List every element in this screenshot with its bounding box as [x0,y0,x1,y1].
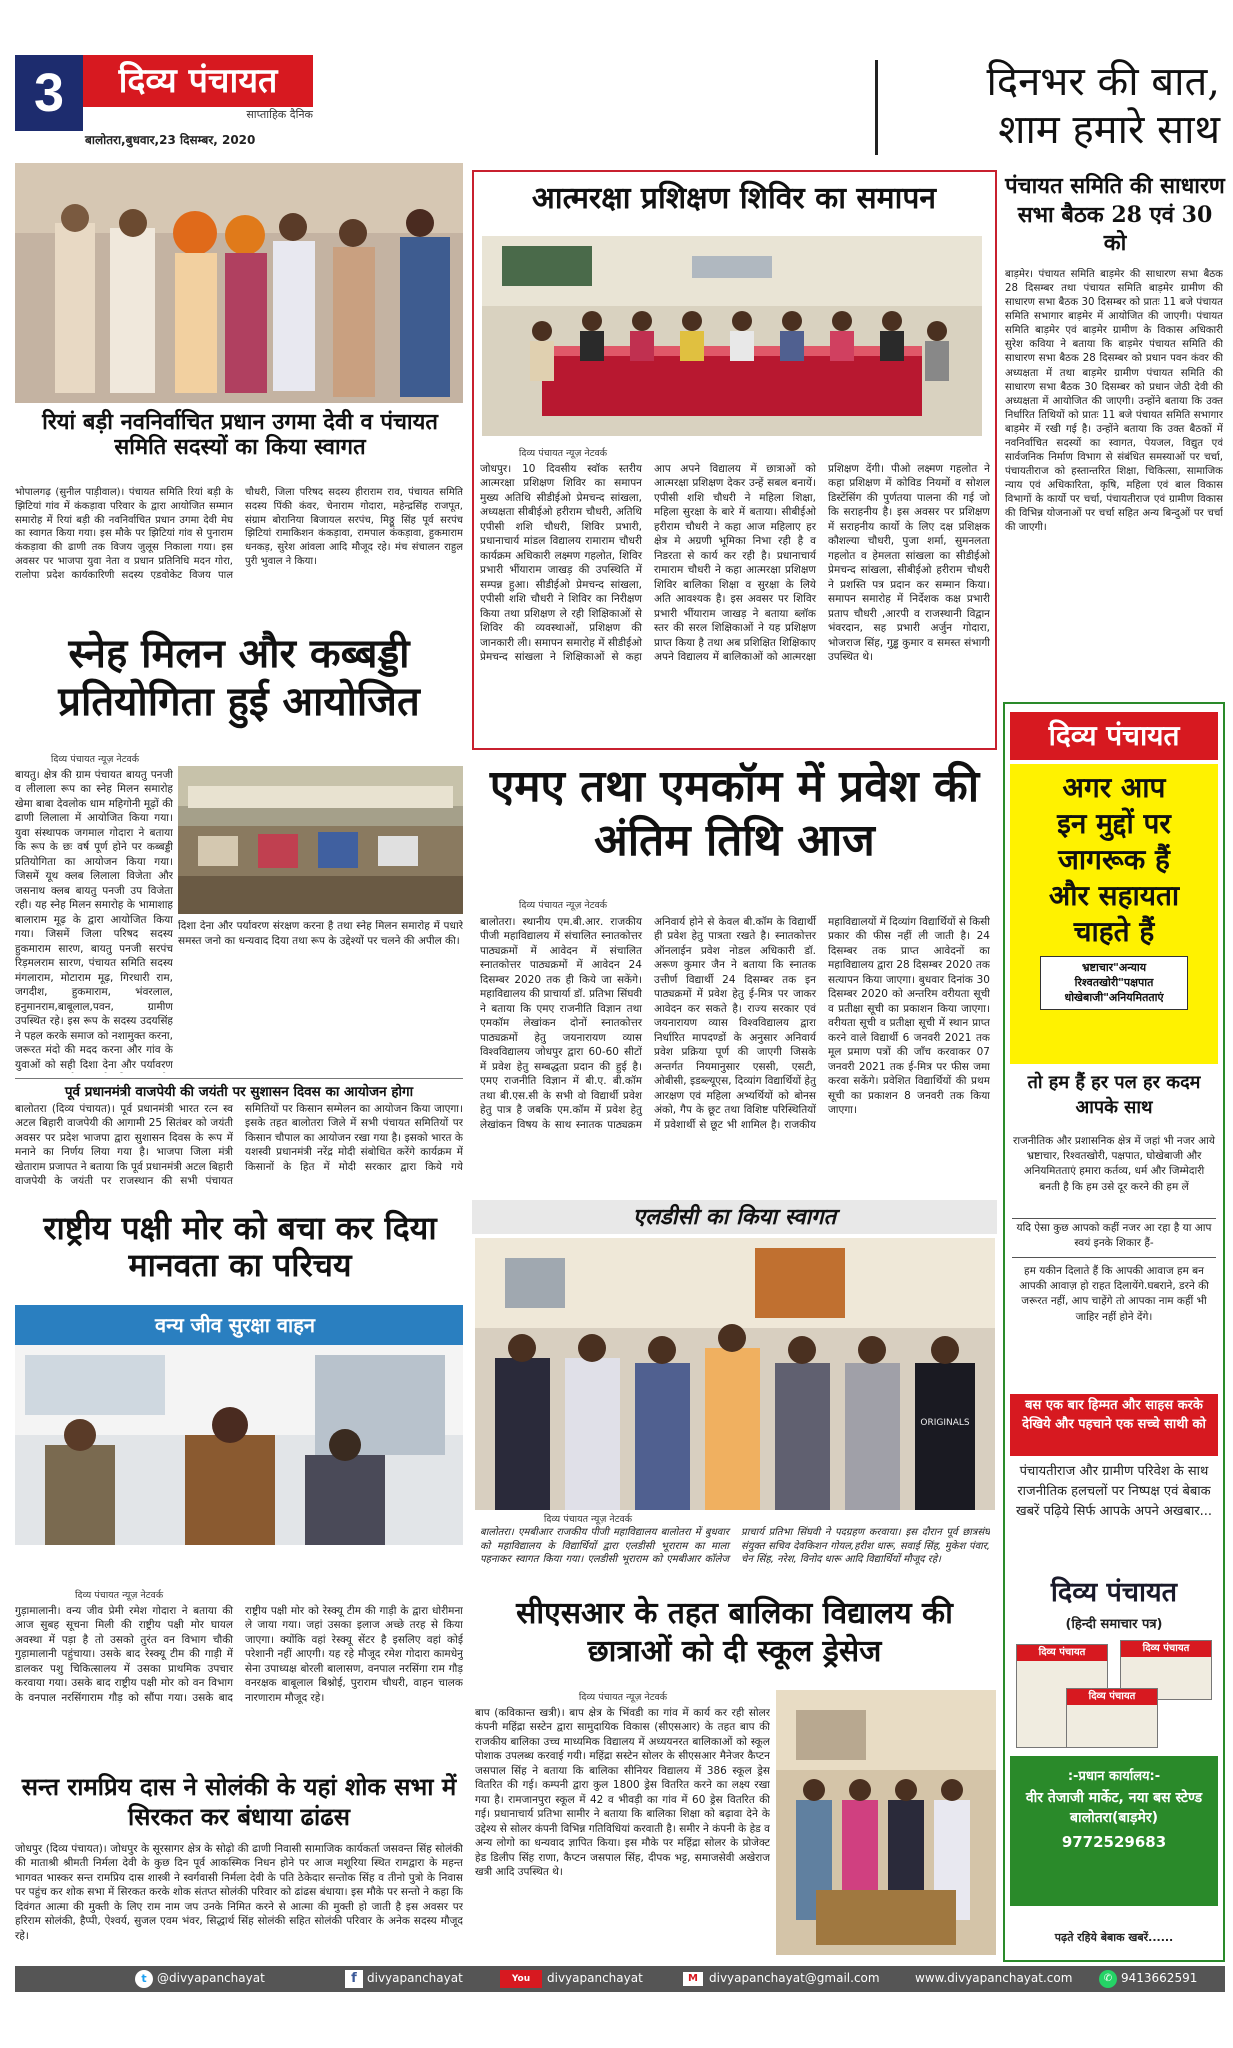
kabaddi-body-cont: दिशा देना और पर्यावरण संरक्षण करना है तथा स्नेह मिलन समारोह में पधारे समस्त जनो का धन्यवाद दिया तथा रूप के उद्देश्यों पर चलने की अपील की। [178,920,463,947]
kabaddi-body-left [15,768,173,1073]
ldc-caption: बालोतरा। एमबीआर राजकीय पीजी महाविद्यालय बालोतरा में बुधवार को महाविद्यालय के विद्यार्थियों द्वारा एलडीसी भूराराम का माला पहनाकर स्वागत किया गया। एलडीसी भूराराम को एमबीआर कॉलेज प्राचार्य प्रतिभा सिंघवी ने पदग्रहण करवाया। इस दौरान पूर्व छात्रसंघ संयुक्त सचिव देवकिशन गोयल,हरीश धारू, सवाई सिंह, मुकेश पंवार, चेन सिंह, नरेश, विनोद धारू आदि विद्यार्थियों मौजूद रहे। [480,1527,990,1565]
condolence-body: जोधपुर (दिव्य पंचायत)। जोधपुर के सूरसागर क्षेत्र के सोढ़ो की ढाणी निवासी सामाजिक कार्यकर्ता जसवन्त सिंह सोलंकी की माताश्री श्रीमती निर्मला देवी के कुछ दिन पूर्व आकस्मिक निधन होने पर आज मशूरिया स्थित रामद्वारा के महन्त भागवत भास्कर सन्त रामप्रिय दास शास्त्री ने स्वर्गवासी निर्मला देवी के पति ठेकेदार सन्तोक सिंह व तीनो पुत्रो के निवास पर पहुंच कर शोक सभा में सिरकत करके शोक संतप्त सोलंकी परिवार को ढांढस बंधाया। इस मौके पर सन्तो ने कहा कि दिवंगत आत्मा की मुक्ती के लिए राम नाम जप उनके निमित करने से आत्मा की मुक्ती हो जाती है इस अवसर पर हरिराम सोलंकी, हैप्पी, ऐश्वर्य, सुजल एवम भंवर, सिद्धार्थ सिंह सोलंकी सहित सोलंकी परिवार के अनेक सदस्य मौजूद रहे। [15,1843,463,1942]
ad-line-5: चाहते हैं [1073,915,1155,948]
welcome-photo [15,163,463,403]
training-headline: आत्मरक्षा प्रशिक्षण शिविर का समापन [531,181,937,216]
paper-tagline: साप्ताहिक दैनिक [246,108,313,121]
ad-line-3: जागरूक हैं [1058,843,1170,876]
website-url[interactable]: www.divyapanchayat.com [915,1971,1073,1985]
youtube-handle[interactable]: divyapanchayat [547,1971,643,1985]
peacock-photo-image [15,1305,463,1545]
ad-brand-2: दिव्य पंचायत [1050,1577,1178,1608]
ad-line-2: इन मुद्दों पर [1057,807,1171,840]
admission-body: बालोतरा। स्थानीय एम.बी.आर. राजकीय पीजी महाविद्यालय में संचालित स्नातकोत्तर पाठ्यक्रमों में आवेदन में संचालित स्नातकोत्तर पाठ्यक्रमों में आवेदन 24 दिसम्बर 2020 तक ही किये जा सकेंगे। महाविद्यालय की प्राचार्या डॉ. प्रतिभा सिंघवी ने बताया कि एमए राजनीति विज्ञान तथा एमकॉम लेखांकन दोनों स्नातकोत्तर पाठ्यक्रमों हेतु जयनारायण व्यास विश्वविद्यालय जोधपुर द्वारा 60-60 सीटों में प्रवेश हेतु सम्बद्धता प्रदान की हुई है। एमए राजनीति विज्ञान में बी.ए. बी.कॉम तथा बी.एस.सी के सभी वो विद्यार्थी प्रवेश हेतु पात्र है जबकि एम.कॉम में प्रवेश हेतु लेखांकन विषय के साथ स्नातक पाठ्यक्रम अनिवार्य होने से केवल बी.कॉम के विद्यार्थी ही प्रवेश हेतु पात्रता रखते है। स्नातकोत्तर ऑनलाईन प्रवेश नोडल अधिकारी डॉ. अरूण कुमार जैन ने बताया कि स्नातक उत्तीर्ण विद्यार्थी 24 दिसम्बर तक इन पाठ्यक्रमों में प्रवेश हेतु ई-मित्र पर जाकर आवेदन कर सकते है। राज्य सरकार एवं जयनारायण व्यास विश्वविद्यालय द्वारा निर्धारित मापदण्डों के अनुसार अनिवार्य प्रवेश प्रक्रिया पूर्ण की जाएगी जिसके अन्तर्गत नियमानुसार एससी, एसटी, ओबीसी, इडब्ल्यूएस, दिव्यांग विद्यार्थियों हेतु आरक्षण एवं महिला अभ्यर्थियों को बोनस अंको, गैप के छूट तथा विशिष्ट परिस्थितियों में प्रवेशार्थी से छूट भी शामिल है। राजकीय महाविद्यालयों में दिव्यांग विद्यार्थियों से किसी प्रकार की फीस नहीं ली जाती है। 24 दिसम्बर तक प्राप्त आवेदनों का महाविद्यालय द्वारा 28 दिसम्बर 2020 तक सत्यापन किया जाएगा। बुधवार दिनांक 30 दिसम्बर 2020 को अन्तरिम वरीयता सूची व प्रतीक्षा सूची का प्रकाशन किया जाएगा। वरीयता सूची व प्रतीक्षा सूची में स्थान प्राप्त करने वाले विद्यार्थी 6 जनवरी 2021 तक मूल प्रमाण पत्रों की जाँच करवाकर 07 जनवरी 2021 तक ई-मित्र पर फीस जमा करवा सकेंगे। प्रवेशित विद्यार्थियों की प्रथम सूची का प्रकाशन 8 जनवरी तक किया जाएगा। [480,916,990,1131]
thumb-1-title: दिव्य पंचायत [1017,1645,1107,1661]
ad-line-4: और सहायता [1048,879,1180,912]
welcome-photo-image [15,163,463,403]
page-number: 3 [15,55,83,131]
ad-text-3: हम यकीन दिलाते हैं कि आपकी आवाज हम बन आपकी आवाज़ हो राहत दिलायेंगे.घबराने, डरने की जरूरत नहीं, आप चाहेंगे तो आपका नाम कहीं भी जाहिर नहीं होने देंगे। [1019,1265,1209,1323]
training-photo-image [482,236,982,436]
training-photo [482,236,982,436]
ad-office [1010,1756,1218,1906]
ad-line-1: अगर आप [1062,771,1166,804]
kabaddi-byline: दिव्य पंचायत न्यूज़ नेटवर्क [50,754,140,765]
kabaddi-body-right [178,920,463,1070]
ad-text-2: यदि ऐसा कुछ आपको कहीं नजर आ रहा है या आप स्वयं इनके शिकार हैं- [1012,1218,1216,1258]
admission-byline: दिव्य पंचायत न्यूज़ नेटवर्क [518,900,608,911]
kabaddi-headline: स्नेह मिलन और कब्बड्डी प्रतियोगिता हुई आयोजित [58,630,420,725]
facebook-icon: f [345,1970,363,1988]
training-byline: दिव्य पंचायत न्यूज़ नेटवर्क [518,448,608,459]
paper-name: दिव्य पंचायत [83,55,313,107]
uniform-headline: सीएसआर के तहत बालिका विद्यालय की छात्राओं को दी स्कूल ड्रेसेज [516,1596,953,1669]
office-label: :-प्रधान कार्यालय:- [1067,1769,1161,1784]
admission-headline: एमए तथा एमकॉम में प्रवेश की अंतिम तिथि आज [489,761,980,866]
vajpayee-subhead: पूर्व प्रधानमंत्री वाजपेयी की जयंती पर सुशासन दिवस का आयोजन होगा [15,1078,463,1098]
meeting-body: बाड़मेर। पंचायत समिति बाड़मेर की साधारण सभा बैठक 28 दिसम्बर तथा पंचायत समिति बाड़मेर ग्रामीण की साधारण सभा बैठक 30 दिसम्बर को प्रातः 11 बजे पंचायत समिति सभागार बाड़मेर में आयोजित की जाएगी। पंचायत समिति बाड़मेर एवं बाड़मेर ग्रामीण के विकास अधिकारी सुरेश कविया ने बताया कि बाड़मेर पंचायत समिति की साधारण सभा बैठक 28 दिसम्बर को प्रधान पवन कंवर की अध्यक्षता में तथा बाड़मेर ग्रामीण पंचायत समिति की साधारण सभा बैठक 30 दिसम्बर को प्रधान जेठी देवी की अध्यक्षता में आयोजित की जाएगी। उन्होंने बताया कि उक्त निर्धारित तिथियों को प्रातः 11 बजे पंचायत समिति सभागार बाड़मेर में रखी गई है। उन्होंने बताया कि उक्त बैठकों में नवनिर्वाचित सदस्यों का स्वागत, पेयजल, विद्युत एवं सार्वजनिक निर्माण विभाग से संबंधित समस्याओं पर चर्चा, पंचायतीराज को हस्तान्तरित शिक्षा, चिकित्सा, सामाजिक न्याय एवं अधिकारिता, कृषि, महिला एवं बाल विकास विभागों के कार्यो पर चर्चा, पंचायतीराज एवं ग्रामीण विकास की विभिन्न योजनाओं पर चर्चा सहित अन्य बिन्दुओं पर चर्चा की जाएगी। [1005,269,1223,534]
ad-paper-thumbnails [1016,1640,1212,1752]
footer-phone[interactable]: 9413662591 [1121,1971,1198,1985]
vehicle-sign: वन्य जीव सुरक्षा वाहन [155,1313,315,1337]
footer-bar [15,1966,1225,2002]
uniform-photo [776,1690,996,1955]
ad-footer: पढ़ते रहिये बेबाक खबरें...... [1054,1931,1174,1944]
uniform-body: बाप (कविकान्त खत्री)। बाप क्षेत्र के भिंवडी का गांव में कार्य कर रही सोलर कंपनी महिंद्रा सस्टेन द्वारा सामुदायिक विकास (सीएसआर) के तहत बाप की राजकीय बालिका उच्च माध्यमिक विद्यालय में अध्ययनरत बालिकाओं को स्कूल पोशाक उपलब्ध करवाई गयी। महिंद्रा सस्टेन सोलर के सीएसआर मैनेजर कैप्टन जसपाल सिंह ने बताया कि बालिका सीनियर विद्यालय में 386 स्कूल ड्रेस वितरित की गई। कम्पनी द्वारा कुल 1800 ड्रेस वितरित करने का लक्ष्य रखा गया है। रामजानपुरा स्कूल में 42 व भीवड़ी का गांव में 60 ड्रेस वितरित की गई। प्रधानाचार्य प्रतिभा सामीर ने बताया कि बालिका शिक्षा को बढ़ावा देने के उद्देश्य से सोलर कंपनी विभिन्न गतिविधियां करवाती है। समीर ने कंपनी के हेड व अन्य लोगो का धन्यवाद ज्ञापित किया। इस मौके पर महिंद्रा सोलर के प्रोजेक्ट हेड डिलीप सिंह राणा, कैप्टन जसपाल सिंह, दीपक भट्ट, समाजसेवी अखेराज खत्री आदि उपस्थित थे। [475,1707,770,1879]
meeting-headline: पंचायत समिति की साधारण सभा बैठक 28 एवं 30 को [1005,173,1225,257]
facebook-handle[interactable]: divyapanchayat [367,1971,463,1985]
office-address: वीर तेजाजी मार्केट, नया बस स्टेण्ड बालोतरा(बाड़मेर) [1025,1790,1203,1827]
peacock-body: गुड़ामालानी। वन्य जीव प्रेमी रमेश गोदारा ने बताया की आज सुबह सूचना मिली की राष्ट्रीय पक्षी मोर घायल अवस्था में पड़ा है तो उसको तुरंत वन विभाग चौकी गुड़ामालानी पहुंचाया। उसके बाद रेस्क्यू टीम की गाड़ी में डालकर पशु चिकित्सालय में उसका प्राथमिक उपचार करवाया गया। उसके बाद राष्ट्रीय पक्षी मोर को वन विभाग के वनपाल नरसिंगाराम गौड़ को सौंपा गया। उसके बाद राष्ट्रीय पक्षी मोर को रेस्क्यू टीम की गाड़ी के द्वारा धोरीमना ले जाया गया। जहां उसका इलाज अच्छे तरह से किया जाएगा। क्योंकि वहां रेस्क्यू सेंटर है इसलिए वहां कोई परेशानी नहीं आएगी। यह रहे मौजूद रमेश गोदारा कामधेनु सेना उपाध्यक्ष बोरली बालासण, वनपाल नरसिंगा राम गौड़ वनरक्षक बाबूलाल बिश्नोई, पुराराम चौधरी, वाहन चालक नारणाराम मौजूद रहे। [15,1605,463,1704]
ad-text-1: राजनीतिक और प्रशासनिक क्षेत्र में जहां भी नजर आये भ्रष्टाचार, रिश्वतखोरी, पक्षपात, घोखेबाजी और अनियमितताएं हमारा कर्तव्य, धर्म और जिम्मेदारी बनती है कि हम उसे दूर करने की हम लें [1013,1135,1215,1193]
kabaddi-photo [178,766,463,914]
twitter-icon: t [135,1970,153,1988]
peacock-photo [15,1305,463,1545]
email-address[interactable]: divyapanchayat@gmail.com [709,1971,880,1985]
slogan-line-2: शाम हमारे साथ [998,107,1220,153]
kabaddi-body: बायतु। क्षेत्र की ग्राम पंचायत बायतु पनजी व लीलाला रूप का स्नेह मिलन समारोह खेमा बाबा देवलोक धाम महिगोनी मूढ़ों की ढाणी लिलाला में आयोजित किया गया। युवा संस्थापक जगमाल गोदारा ने बताया कि रूप के छः वर्ष पूर्ण होने पर कब्बड्डी प्रतियोगिता का आयोजन किया गया। जिसमें यूथ क्लब लिलाला विजेता और जसनाथ क्लब बायतु पनजी उप विजेता रही। यह स्नेह मिलन समारोह के भामाशाह बालाराम मूढ़ के द्वारा आयोजित किया गया। जिसमें जिला परिषद सदस्य हुकमाराम सारण, बायतु पनजी सरपंच रिड़मलराम सारण, पंचायत समिति सदस्य मंगलाराम, मोटाराम मूढ़, गिरधारी राम, जगदीश, हुकमाराम, भंवरलाल, हनुमानराम,बाबूलाल,पवन, ग्रामीण उपस्थित रहे। इस रूप के सदस्य उदयसिंह ने पहल करके समाज को नशामुक्त करना, जरूरत मंदो की मदद करना और गांव के युवाओं को सही दिशा देना और पर्यावरण [15,769,173,1071]
uniform-photo-image [776,1690,996,1955]
ad-text-4: पंचायतीराज और ग्रामीण परिवेश के साथ राजनीतिक हलचलों पर निष्पक्ष एवं बेबाक खबरें पढ़िये सिर्फ आपके अपने अखबार... [1015,1464,1213,1520]
ldc-headline: एलडीसी का किया स्वागत [472,1200,997,1234]
ad-sub: (हिन्दी समाचार पत्र) [1065,1617,1163,1632]
ad-yellow-box [1010,764,1218,1064]
tshirt-text: ORIGINALS [920,1418,970,1428]
uniform-byline: दिव्य पंचायत न्यूज़ नेटवर्क [578,1692,668,1703]
ad-promise: तो हम हैं हर पल हर कदम आपके साथ [1027,1072,1201,1119]
office-phone: 9772529683 [1061,1832,1167,1851]
kabaddi-photo-image [178,766,463,914]
email-icon: M [683,1972,703,1986]
ldc-photo [475,1238,995,1510]
training-body: जोधपुर। 10 दिवसीय स्वॉक स्तरीय आत्मरक्षा प्रशिक्षण शिविर का समापन मुख्य अतिथि सीडीईओ प्रेमचन्द सांखला, अध्यक्षता सीबीईओ हरीराम चौधरी, अतिथि एपीसी शशि चौधरी, शिविर प्रभारी, प्रधानाचार्य मांडल विद्यालय रामाराम चौधरी कार्यक्रम अधिकारी लक्ष्मण गहलोत, शिविर प्रभारी भींयाराम जाखड़ की उपस्थिति में सम्पन्न हुआ। सीडीईओ प्रेमचन्द सांखला, एपीसी शशि चौधरी ने शिविर का निरीक्षण किया तथा प्रशिक्षण ले रही शिक्षिकाओं से शिविर की व्यवस्थाओं, प्रशिक्षण की जानकारी ली। समापन समारोह में सीडीईओ प्रेमचन्द सांखला ने शिक्षिकाओं से कहा आप अपने विद्यालय में छात्राओं को आत्मरक्षा प्रशिक्षण देकर उन्हें सबल बनायें। एपीसी शशि चौधरी ने महिला शिक्षा, महिला सुरक्षा के बारे में बताया। सीबीईओ हरीराम चौधरी ने कहा आज महिलाए हर क्षेत्र मे अग्रणी भूमिका निभा रही है व निडरता से कार्य कर रही है। प्रधानाचार्य रामाराम चौधरी ने कहा आत्मरक्षा प्रशिक्षण शिविर बालिका शिक्षा व सुरक्षा के लिये अति आवश्यक है। इस अवसर पर शिविर प्रभारी भींयाराम जाखड़ ने बताया ब्लॉक स्तर की सरल शिक्षिकाओं ने यह प्रशिक्षण प्राप्त किया है तथा अब प्रशिक्षित शिक्षिकाए अपने विद्यालय में बालिकाओं को आत्मरक्षा प्रशिक्षण देंगी। पीओ लक्ष्मण गहलोत ने कहा प्रशिक्षण में कोविड नियमों व सोशल डिस्टेंसिंग की पुर्णतया पालना की गई जो कि सराहनीय है। इस अवसर पर प्रशिक्षण में सराहनीय कार्यो के लिए दक्ष प्रशिक्षक कौशल्या चौधरी, पुजा शर्मा, सुमनलता गहलोत व हेमलता सांखला का सीडीईओ प्रेमचन्द सांखला, सीबीईओ हरीराम चौधरी ने प्रशस्ति पत्र प्रदान कर सम्मान किया। समापन समारोह में निर्देशक कक्ष प्रभारी प्रताप चौधरी ,आरपी व राजस्थानी विद्वान भंवरदान, सह प्रभारी अर्जुन गोदारा, भोजराज सिंह, गुड्ढ कुमार व समस्त संभागी उपस्थित थे। [480,463,990,664]
thumb-3-title: दिव्य पंचायत [1067,1689,1157,1705]
peacock-byline: दिव्य पंचायत न्यूज़ नेटवर्क [75,1590,164,1601]
thumb-2-title: दिव्य पंचायत [1121,1641,1211,1657]
twitter-handle[interactable]: @divyapanchayat [157,1971,265,1985]
masthead-divider [875,60,878,155]
welcome-headline: रियां बड़ी नवनिर्वाचित प्रधान उगमा देवी व पंचायत समिति सदस्यों का किया स्वागत [42,409,438,461]
ldc-photo-image [475,1238,995,1510]
condolence-headline: सन्त रामप्रिय दास ने सोलंकी के यहां शोक सभा में सिरकत कर बंधाया ढांढस [21,1772,457,1831]
welcome-body: भोपालगढ़ (सुनील पाड़ीवाल)। पंचायत समिति रियां बड़ी के झिटियां गांव में कंकड़ावा परिवार के द्वारा आयोजित सम्मान समारोह में रियां बड़ी की नवनिर्वाचित प्रधान उगमा देवी मेघ का स्वागत किया गया। इस मौके पर झिटियां गांव से पुनाराम कंकड़ावा की ढाणी तक विजय जुलूस निकाला गया। इस अवसर पर भाजपा युवा नेता व प्रधान प्रतिनिधि मदन गोरा, रालोपा प्रदेश कार्यकारिणी सदस्य एडवोकेट विजय पाल चौधरी, जिला परिषद सदस्य हीराराम राव, पंचायत समिति सदस्य पिंकी कंवर, चेनाराम गोदारा, महेन्द्रसिंह राजपूत, संग्राम बोरानिया बिजायल सरपंच, मिठ्ठू सिंह पूर्व सरपंच झिटियां रामाकिशन कंकड़ावा, रामपाल कंकड़ावा, हुकमाराम धनकड़, सुरेश आंवला आदि मौजूद रहे। मंच संचालन राहुल पुरी भुवाल ने किया। [15,487,463,581]
masthead [15,55,315,155]
thumb-3 [1066,1688,1158,1748]
dateline: बालोतरा,बुधवार,23 दिसम्बर, 2020 [85,133,256,147]
ad-issues: भ्रष्टाचार"अन्याय रिश्वतखोरी"पक्षपात धोखेबाजी"अनियमितताएं [1040,956,1188,1010]
slogan-line-1: दिनभर की बात, [986,59,1220,105]
ldc-byline: दिव्य पंचायत न्यूज़ नेटवर्क [543,1514,633,1525]
peacock-headline: राष्ट्रीय पक्षी मोर को बचा कर दिया मानवता का परिचय [43,1209,437,1284]
ad-brand: दिव्य पंचायत [1010,712,1218,760]
vajpayee-body: बालोतरा (दिव्य पंचायत)। पूर्व प्रधानमंत्री भारत रत्न स्व अटल बिहारी वाजपेयी की आगामी 25 सितंबर को जयंती अवसर पर प्रदेश भाजपा द्वारा सुशासन दिवस के रूप में मनाने का निर्णय लिया गया है। भाजपा जिला मंत्री खेताराम प्रजापत ने बताया कि पूर्व प्रधानमंत्री अटल बिहारी वाजपेयी के जयंती पर राजस्थान की सभी पंचायत समितियों पर किसान सम्मेलन का आयोजन किया जाएगा। इसके तहत बालोतरा जिले में सभी पंचायत समितियों पर किसान चौपाल का आयोजन रखा गया है। इसको भारत के यशस्वी प्रधानमंत्री नरेंद्र मोदी संबोधित करेंगे कार्यक्रम में किसानों के हित में मोदी सरकार द्वारा किये गये [15,1103,463,1188]
ad-banner: बस एक बार हिम्मत और साहस करके देखिये और पहचाने एक सच्चे साथी को [1010,1394,1218,1456]
whatsapp-icon: ✆ [1099,1970,1117,1988]
youtube-icon: You Tube [500,1970,542,1988]
slogan [890,58,1220,158]
